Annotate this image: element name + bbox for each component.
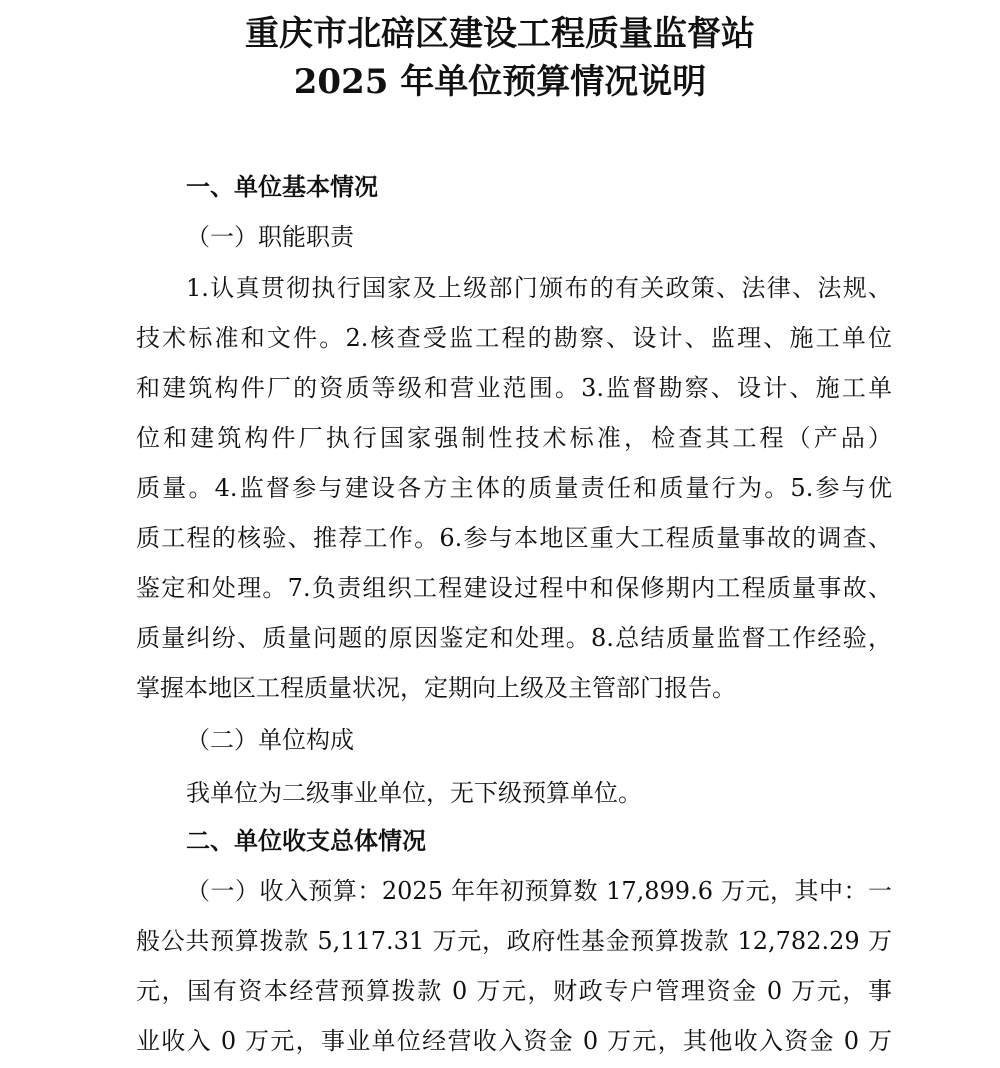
section-heading-budget-overview: 二、单位收支总体情况 — [186, 827, 426, 855]
subsection-heading-duties: （一）职能职责 — [186, 223, 354, 251]
document-title-line-1: 重庆市北碚区建设工程质量监督站 — [245, 14, 755, 54]
paragraph-line: 技术标准和文件。2.核查受监工程的勘察、设计、监理、施工单位 — [136, 324, 892, 352]
paragraph-line: 鉴定和处理。7.负责组织工程建设过程中和保修期内工程质量事故、 — [136, 574, 892, 602]
paragraph-line: 质工程的核验、推荐工作。6.参与本地区重大工程质量事故的调查、 — [136, 524, 892, 552]
paragraph-line: 质量纠纷、质量问题的原因鉴定和处理。8.总结质量监督工作经验， — [136, 624, 892, 652]
paragraph-line: 和建筑构件厂的资质等级和营业范围。3.监督勘察、设计、施工单 — [136, 374, 892, 402]
paragraph-line: 般公共预算拨款 5,117.31 万元，政府性基金预算拨款 12,782.29 万 — [136, 927, 892, 955]
subsection-heading-composition: （二）单位构成 — [186, 726, 354, 754]
paragraph-line: 业收入 0 万元，事业单位经营收入资金 0 万元，其他收入资金 0 万 — [136, 1027, 892, 1055]
paragraph-line: 位和建筑构件厂执行国家强制性技术标准，检查其工程（产品） — [136, 424, 892, 452]
paragraph-line: 质量。4.监督参与建设各方主体的质量责任和质量行为。5.参与优 — [136, 474, 892, 502]
paragraph-line: 掌握本地区工程质量状况，定期向上级及主管部门报告。 — [136, 674, 736, 702]
paragraph-line: （一）收入预算：2025 年年初预算数 17,899.6 万元，其中：一 — [186, 877, 892, 905]
paragraph-line: 元，国有资本经营预算拨款 0 万元，财政专户管理资金 0 万元，事 — [136, 977, 892, 1005]
paragraph-line: 1.认真贯彻执行国家及上级部门颁布的有关政策、法律、法规、 — [186, 274, 892, 302]
document-title-line-2: 2025 年单位预算情况说明 — [293, 62, 707, 102]
section-heading-basic-info: 一、单位基本情况 — [186, 173, 378, 201]
paragraph-line: 我单位为二级事业单位，无下级预算单位。 — [186, 779, 642, 807]
